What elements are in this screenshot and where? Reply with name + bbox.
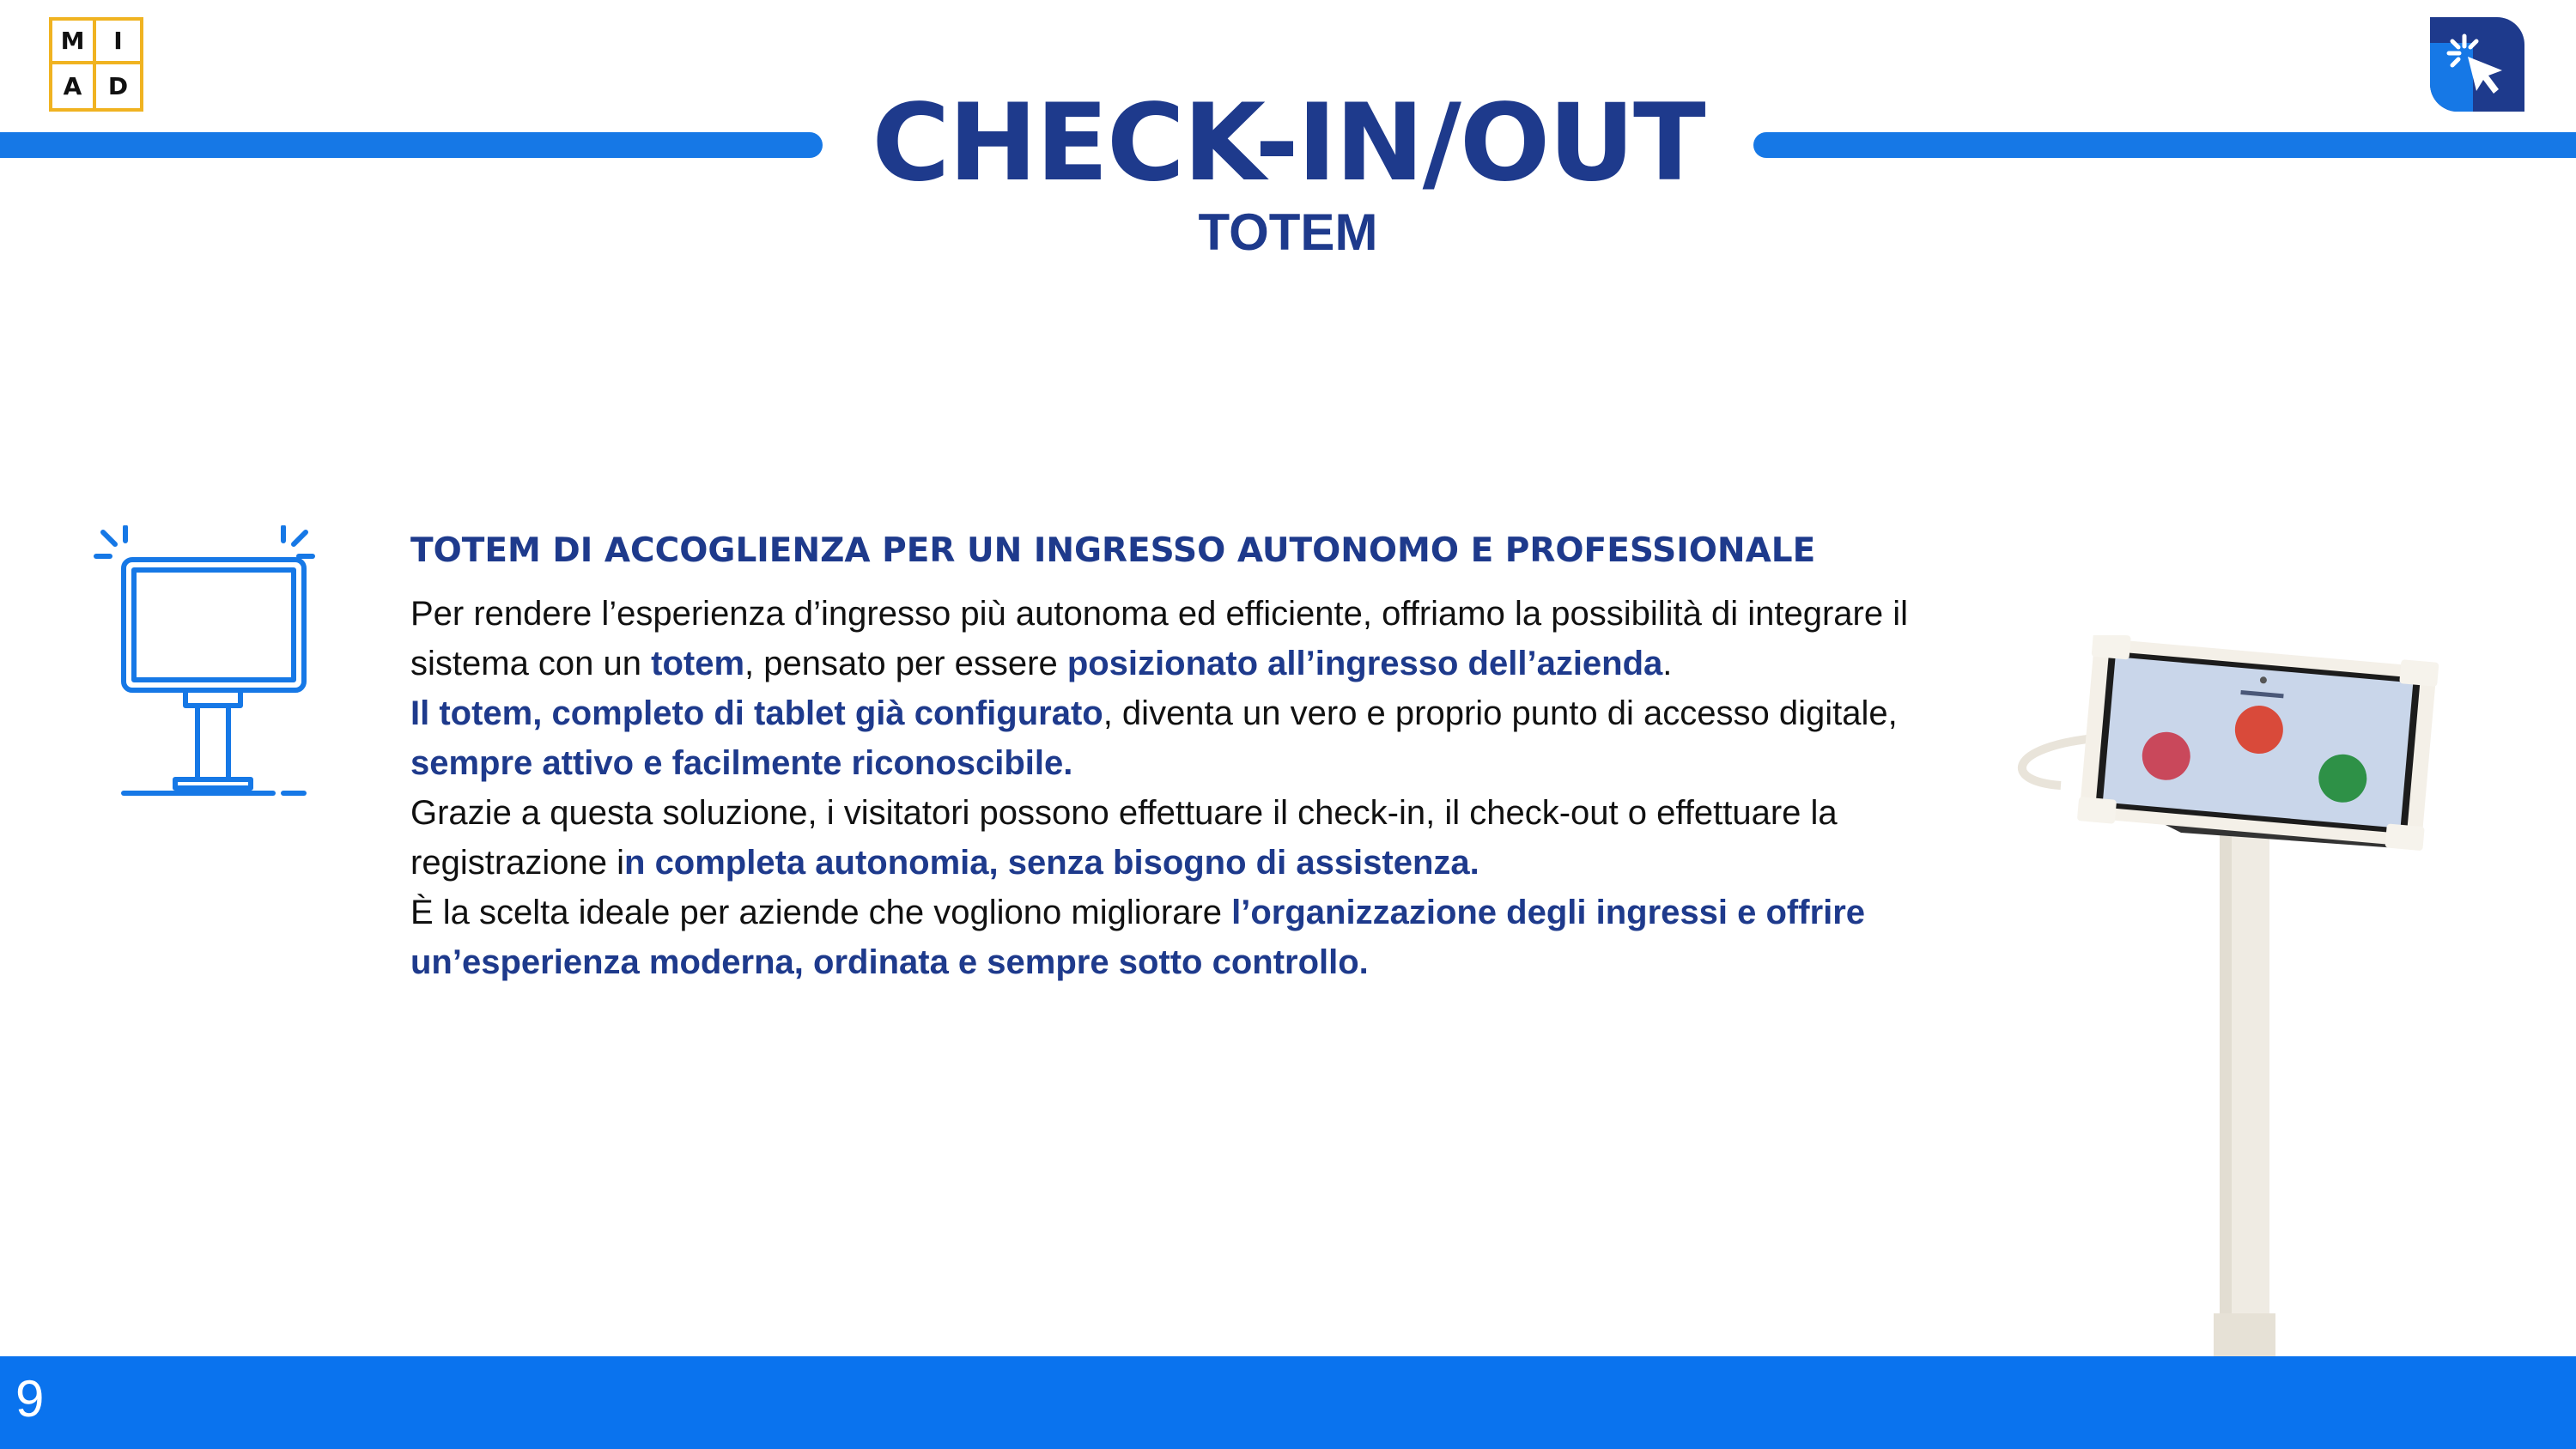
p4-text-a: È la scelta ideale per aziende che vogliono migliorare	[410, 894, 1232, 931]
totem-image	[1992, 635, 2507, 1356]
p3-highlight-b: n completa autonomia, senza bisogno di assistenza.	[624, 844, 1479, 882]
page-subtitle: TOTEM	[1198, 203, 1378, 261]
paragraph-4	[410, 888, 2008, 987]
p4-highlight-b: l’organizzazione degli ingressi e offrire un’esperienza moderna, ordinata e sempre sotto controllo.	[410, 894, 1866, 981]
p1-highlight-position: posizionato all’ingresso dell’azienda	[1066, 645, 1663, 682]
logo-letter-m: M	[52, 21, 96, 64]
p3-text-a: Grazie a questa soluzione, i visitatori possono effettuare il check-in, il check-out o effettuare la registrazione i	[410, 794, 1838, 882]
paragraph-1	[410, 589, 2008, 688]
page-title: CHECK-IN/OUT	[872, 82, 1704, 205]
footer-bar	[0, 1356, 2576, 1449]
p2-highlight-a: Il totem, completo di tablet già configurato	[410, 694, 1103, 732]
logo-letter-i: I	[96, 21, 140, 64]
p2-highlight-c: sempre attivo e facilmente riconoscibile.	[410, 744, 1073, 782]
cursor-click-logo-icon	[2430, 17, 2524, 112]
p1-text-c: , pensato per essere	[744, 645, 1067, 682]
p2-text-b: , diventa un vero e proprio punto di accesso digitale,	[1103, 694, 1898, 732]
p1-highlight-totem: totem	[651, 645, 745, 682]
page-number: 9	[15, 1370, 45, 1428]
title-rule-left	[0, 132, 823, 158]
paragraph-2	[410, 688, 2008, 788]
logo-letter-a: A	[52, 64, 96, 108]
p1-text-a: Per rendere l’esperienza d’ingresso più autonoma ed efficiente, offriamo la possibilità di integrare il sistema con un	[410, 595, 1908, 682]
section-body	[410, 589, 2008, 987]
kiosk-monitor-icon	[93, 525, 316, 800]
section-heading: TOTEM DI ACCOGLIENZA PER UN INGRESSO AUTONOMO E PROFESSIONALE	[410, 531, 1816, 570]
miad-logo	[49, 17, 143, 112]
paragraph-3	[410, 788, 2008, 888]
logo-letter-d: D	[107, 72, 129, 100]
title-rule-right	[1753, 132, 2576, 158]
p1-text-e: .	[1662, 645, 1673, 682]
